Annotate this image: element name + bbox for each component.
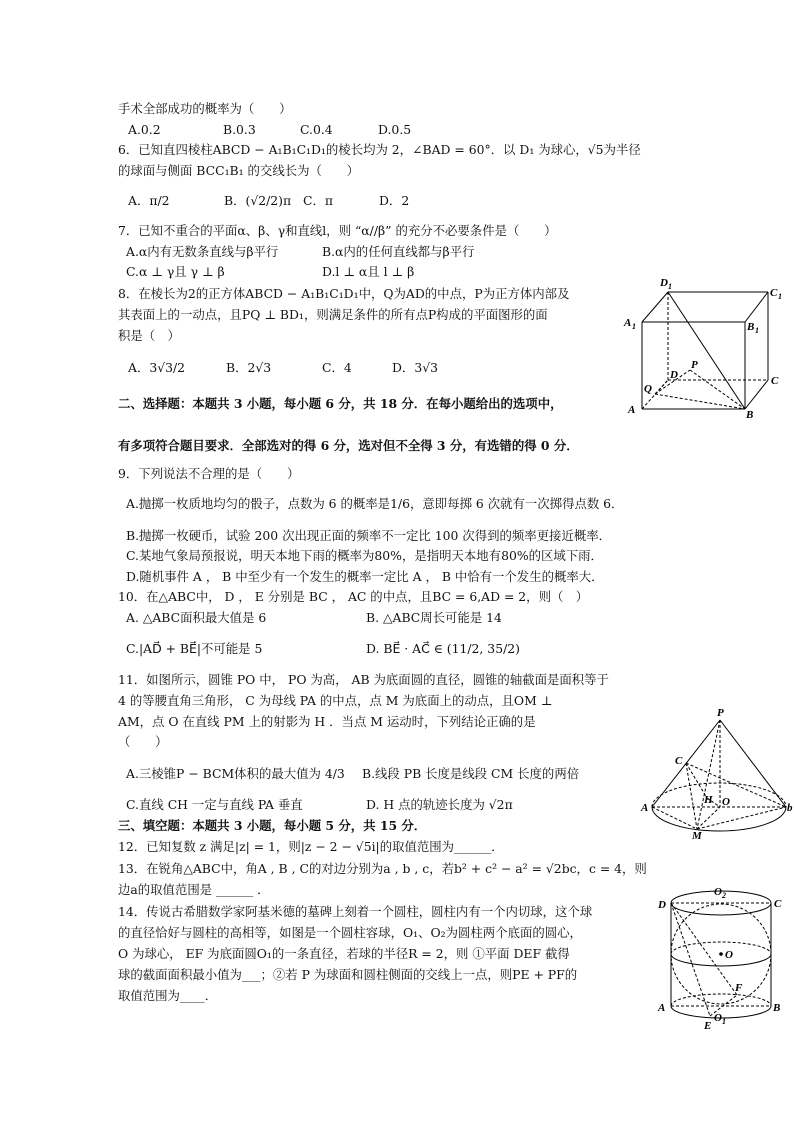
q11-option-c: C.直线 CH 一定与直线 PA 垂直 (126, 797, 303, 812)
cube-label-b: B (746, 409, 754, 421)
cube-label-p: P (691, 359, 698, 371)
cube-label-b1: B (747, 321, 755, 333)
q7-option-d: D.l ⊥ α且 l ⊥ β (322, 264, 415, 279)
q14-line5: 取值范围为____． (118, 988, 218, 1003)
q14-line3: O 为球心， EF 为底面圆O₁的一条直径，若球的半径R = 2，则 ①平面 DEF 截得 (118, 946, 570, 961)
cyl-label-a: A (658, 1002, 666, 1014)
q7-option-b: B.α内的任何直线都与β平行 (322, 244, 475, 259)
q11-option-a: A.三棱锥P − BCM体积的最大值为 4/3 (126, 766, 345, 781)
q8-line1: 8．在棱长为2的正方体ABCD − A₁B₁C₁D₁中，Q为AD的中点，P为正方体内部及 (118, 286, 570, 301)
sphere-center-dot (719, 952, 723, 956)
q11-line4: （ ） (118, 734, 168, 749)
q11-option-d: D. H 点的轨迹长度为 √2π (366, 797, 513, 812)
q14-line1: 14．传说古希腊数学家阿基米德的墓碑上刻着一个圆柱，圆柱内有一个内切球，这个球 (118, 904, 593, 919)
cyl-label-o2-sub: 2 (722, 891, 726, 900)
cube-label-d1: D (660, 277, 668, 289)
q9-option-d: D.随机事件 A ， B 中至少有一个发生的概率一定比 A ， B 中恰有一个发生的概率大． (126, 569, 604, 584)
q13-line2: 边a的取值范围是 ______ ． (118, 882, 270, 897)
cube-label-d: D (670, 369, 678, 381)
q14-line2: 的直径恰好与圆柱的高相等，如图是一个圆柱容球，O₁、O₂为圆柱两个底面的圆心， (118, 925, 582, 940)
cube-label-a1-sub: 1 (632, 322, 636, 331)
q9-stem: 9．下列说法不合理的是（ ） (118, 466, 300, 481)
q8-option-b: B．2√3 (226, 360, 272, 375)
cyl-label-o1-sub: 1 (722, 1017, 726, 1026)
q10-option-b: B. △ABC周长可能是 14 (366, 610, 502, 625)
section2-line2: 有多项符合题目要求．全部选对的得 6 分，选对但不全得 3 分，有选错的得 0 分． (118, 438, 579, 453)
q10-stem: 10．在△ABC中， D ， E 分别是 BC ， AC 的中点，且BC = 6,AD = 2，则（ ） (118, 589, 589, 604)
cone-label-m: M (692, 830, 702, 842)
cube-label-c1-sub: 1 (778, 292, 782, 301)
cube-label-a1: A (624, 317, 632, 329)
cube-label-d1-sub: 1 (668, 282, 672, 291)
q8-option-c: C．4 (322, 360, 352, 375)
q10-option-c: C.|AD⃗ + BE⃗|不可能是 5 (126, 641, 263, 656)
q6-option-a: A．π/2 (128, 193, 170, 208)
cone-label-o: O (722, 796, 730, 808)
q14-line4: 球的截面面积最小值为___；②若 P 为球面和圆柱侧面的交线上一点，则PE + PF的 (118, 967, 578, 982)
q9-option-b: B.抛掷一枚硬币，试验 200 次出现正面的频率不一定比 100 次得到的频率更接近概率． (126, 528, 611, 543)
cyl-label-d: D (658, 899, 666, 911)
q5-option-c: C.0.4 (300, 122, 333, 137)
q9-option-c: C.某地气象局预报说，明天本地下雨的概率为80%，是指明天本地有80%的区域下雨． (126, 548, 603, 563)
q11-line2: 4 的等腰直角三角形， C 为母线 PA 的中点，点 M 为底面上的动点，且OM ⊥ (118, 693, 553, 708)
q12-text: 12．已知复数 z 满足|z| = 1，则|z − 2 − √5i|的取值范围为______． (118, 839, 504, 854)
q8-option-d: D．3√3 (392, 360, 438, 375)
q7-option-a: A.α内有无数条直线与β平行 (126, 244, 279, 259)
cone-label-a: A (641, 802, 649, 814)
q8-option-a: A．3√3/2 (128, 360, 186, 375)
q5-option-d: D.0.5 (378, 122, 412, 137)
q11-option-b: B.线段 PB 长度是线段 CM 长度的两倍 (362, 766, 580, 781)
q8-line2: 其表面上的一动点，且PQ ⊥ BD₁，则满足条件的所有点P构成的平面图形的面 (118, 307, 548, 322)
cyl-label-b: B (773, 1002, 781, 1014)
cube-label-c1: C (770, 287, 778, 299)
q8-line3: 积是（ ） (118, 328, 180, 343)
cyl-label-o1: O (714, 1012, 722, 1024)
cylinder-figure (655, 882, 789, 1040)
cyl-label-f: F (735, 982, 743, 994)
cube-label-b1-sub: 1 (755, 326, 759, 335)
q10-option-a: A. △ABC面积最大值是 6 (126, 610, 267, 625)
q6-option-b: B．(√2/2)π (224, 193, 292, 208)
cone-label-p: P (717, 707, 724, 719)
cyl-label-e: E (704, 1020, 712, 1032)
q7-option-c: C.α ⊥ γ且 γ ⊥ β (126, 264, 225, 279)
cube-label-q: Q (644, 383, 652, 395)
q7-stem: 7．已知不重合的平面α、β、γ和直线l，则 “α//β” 的充分不必要条件是（ ） (118, 223, 557, 238)
cube-label-c: C (771, 375, 779, 387)
q6-option-d: D．2 (379, 193, 410, 208)
cone-label-c: C (675, 755, 683, 767)
cyl-label-o2: O (714, 886, 722, 898)
cube-label-a: A (628, 404, 636, 416)
q6-option-c: C．π (303, 193, 334, 208)
cone-label-b: b (787, 802, 793, 814)
q9-option-a: A.抛掷一枚质地均匀的骰子，点数为 6 的概率是1/6，意即每掷 6 次就有一次掷得点数 6． (126, 496, 624, 511)
cone-label-h: H (704, 794, 713, 806)
cone-figure (640, 705, 793, 842)
q5-option-a: A.0.2 (128, 122, 161, 137)
section2-line1: 二、选择题：本题共 3 小题，每小题 6 分，共 18 分．在每小题给出的选项中， (118, 396, 563, 411)
cube-figure (620, 272, 790, 422)
q5-option-b: B.0.3 (223, 122, 256, 137)
q11-line1: 11．如图所示，圆锥 PO 中， PO 为高， AB 为底面圆的直径，圆锥的轴截面是面积等于 (118, 672, 609, 687)
cyl-label-o: O (725, 949, 733, 961)
cyl-label-c: C (774, 898, 782, 910)
q13-line1: 13．在锐角△ABC中，角A , B , C的对边分别为a , b , c，若b² + c² − a² = √2bc，c = 4，则 (118, 861, 647, 876)
section3-title: 三、填空题：本题共 3 小题，每小题 5 分，共 15 分． (118, 818, 427, 833)
q10-option-d: D. BE⃗ · AC⃗ ∈ (11/2, 35/2) (366, 641, 520, 656)
q6-line1: 6．已知直四棱柱ABCD − A₁B₁C₁D₁的棱长均为 2，∠BAD = 60°．以 D₁ 为球心，√5为半径 (118, 142, 641, 157)
q6-line2: 的球面与侧面 BCC₁B₁ 的交线长为（ ） (118, 163, 360, 178)
q5-tail: 手术全部成功的概率为（ ） (118, 101, 292, 116)
q11-line3: AM，点 O 在直线 PM 上的射影为 H ．当点 M 运动时，下列结论正确的是 (118, 714, 536, 729)
